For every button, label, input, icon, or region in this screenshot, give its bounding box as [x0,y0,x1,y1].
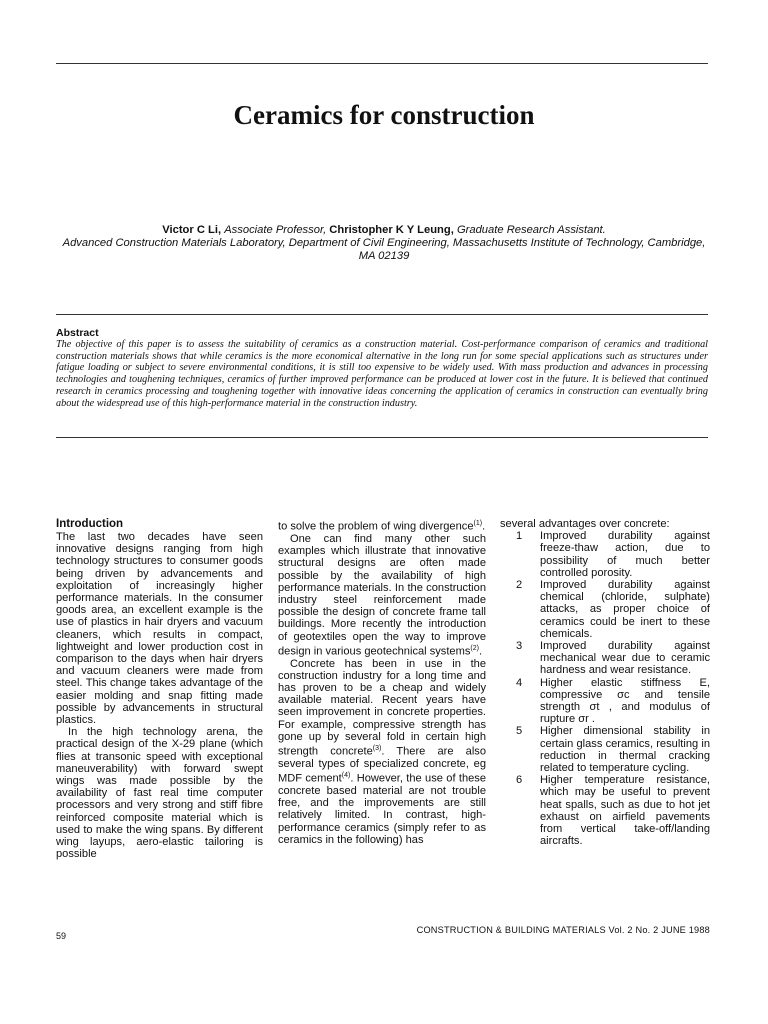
list-item: 1 Improved durability against freeze-thaw action, due to possibility of much better controlled porosity. [516,530,710,579]
list-number: 2 [516,579,523,592]
author-line [60,224,708,237]
citation-ref: (2) [470,644,479,652]
paragraph: In the high technology arena, the practical design of the X-29 plane (which flies at transonic speed with exceptional maneuverability) with forward swept wings was made possible by the availability of fast real time computer processors and very strong and stiff fibre reinforced composite material which is used to make the wing spans. By different wing layups, aero-elastic tailoring is possible [56,726,263,861]
page-number: 59 [56,931,67,941]
author-block [60,224,708,263]
section-heading-introduction: Introduction [56,518,124,530]
paragraph: to solve the problem of wing divergence$^{(1)}$. [278,520,486,533]
paragraph: several advantages over concrete: [500,518,670,530]
citation-ref: (4) [341,772,351,780]
list-number: 3 [516,640,523,653]
top-rule [56,63,708,64]
paragraph: Concrete has been in use in the construction industry for a long time and has proven to be a cheap and widely available material. Recent years have seen improvement in concrete properties. For example, compressive strength has gone up by several fold in certain high strength concrete$^{(3)}$. There are also several types of specialized concrete, eg MDF cement$^{(4)}$. However, the use of these concrete based material are not trouble free, and the improvements are still relatively limited. In contrast, high-performance ceramics (simply refer to as ceramics in the following) has [278,657,487,846]
list-number: 5 [516,725,523,738]
column-1 [56,518,263,860]
column-3 [500,518,710,847]
author-name-1: Victor C Li, [162,224,222,236]
abstract-bottom-rule [56,437,708,438]
abstract-top-rule [56,314,708,315]
abstract-body: The objective of this paper is to assess the suitability of ceramics as a construction material. Cost-performance comparison of ceramics and traditional construction materials shows that while ceramics is the more economical alternative in the long run for some special applications such as structures under fatigue loading or subject to severe environmental conditions, it is still too expensive to be widely used. With mass production and advances in processing technologies and toughening techniques, ceramics of further improved performance can be produced at lower cost in the future. It is believed that continued research in ceramics processing and toughening together with innovative ideas concerning the application of ceramics in construction can eventually bring about the widespread use of this high-performance material in the construction industry. [56,339,708,409]
list-item: 3 Improved durability against mechanical wear due to ceramic hardness and wear resistance. [516,640,710,677]
author-role-1: Associate Professor, [224,224,327,236]
list-number: 1 [516,530,523,543]
abstract-heading: Abstract [56,327,99,339]
citation-ref: (1) [473,520,483,527]
list-item: 6 Higher temperature resistance, which may be useful to prevent heat spalls, such as due to hot jet exhaust on airfield pavements from vertical take-off/landing aircrafts. [516,774,710,848]
list-item: 2 Improved durability against chemical (chloride, sulphate) attacks, as proper choice of ceramics could be inert to these chemicals. [516,579,710,640]
abstract [56,327,708,409]
list-number: 4 [516,676,523,689]
affiliation: Advanced Construction Materials Laboratory, Department of Civil Engineering, Massachusetts Institute of Technology, Cambridge, MA 02139 [62,237,706,262]
column-2 [278,518,486,846]
paragraph: One can find many other such examples which illustrate that innovative structural designs are often made possible by the availability of high performance materials. In the construction industry steel reinforcement made possible the design of concrete frame tall buildings. More recently the introduction of geotextiles open the way to improve design in various geotechnical systems$^{(2)}$. [278,532,486,658]
advantages-list [500,530,710,847]
author-name-2: Christopher K Y Leung, [329,224,454,236]
list-item: 5 Higher dimensional stability in certain glass ceramics, resulting in reduction in thermal cracking related to temperature cycling. [516,725,710,775]
journal-footer: CONSTRUCTION & BUILDING MATERIALS Vol. 2 No. 2 JUNE 1988 [416,925,710,935]
paragraph: The last two decades have seen innovative designs ranging from high technology structures to consumer goods being driven by advancements and exploitation of increasingly higher performance materials. In the consumer goods area, an excellent example is the use of plastics in hair dryers and vacuum cleaners, which results in compact, lightweight and lower production cost in comparison to the days when hair dryers and vacuum cleaners were made from steel. This change takes advantage of the easier molding and snap fitting made possible by advancements in structural plastics. [56,531,263,727]
page-title: Ceramics for construction [233,100,535,130]
citation-ref: (3) [372,745,382,753]
list-number: 6 [516,774,523,787]
author-role-2: Graduate Research Assistant. [456,224,606,236]
list-item: 4 Higher elastic stiffness E, compressive σc and tensile strength σt , and modulus of rupture σr . [516,676,710,726]
